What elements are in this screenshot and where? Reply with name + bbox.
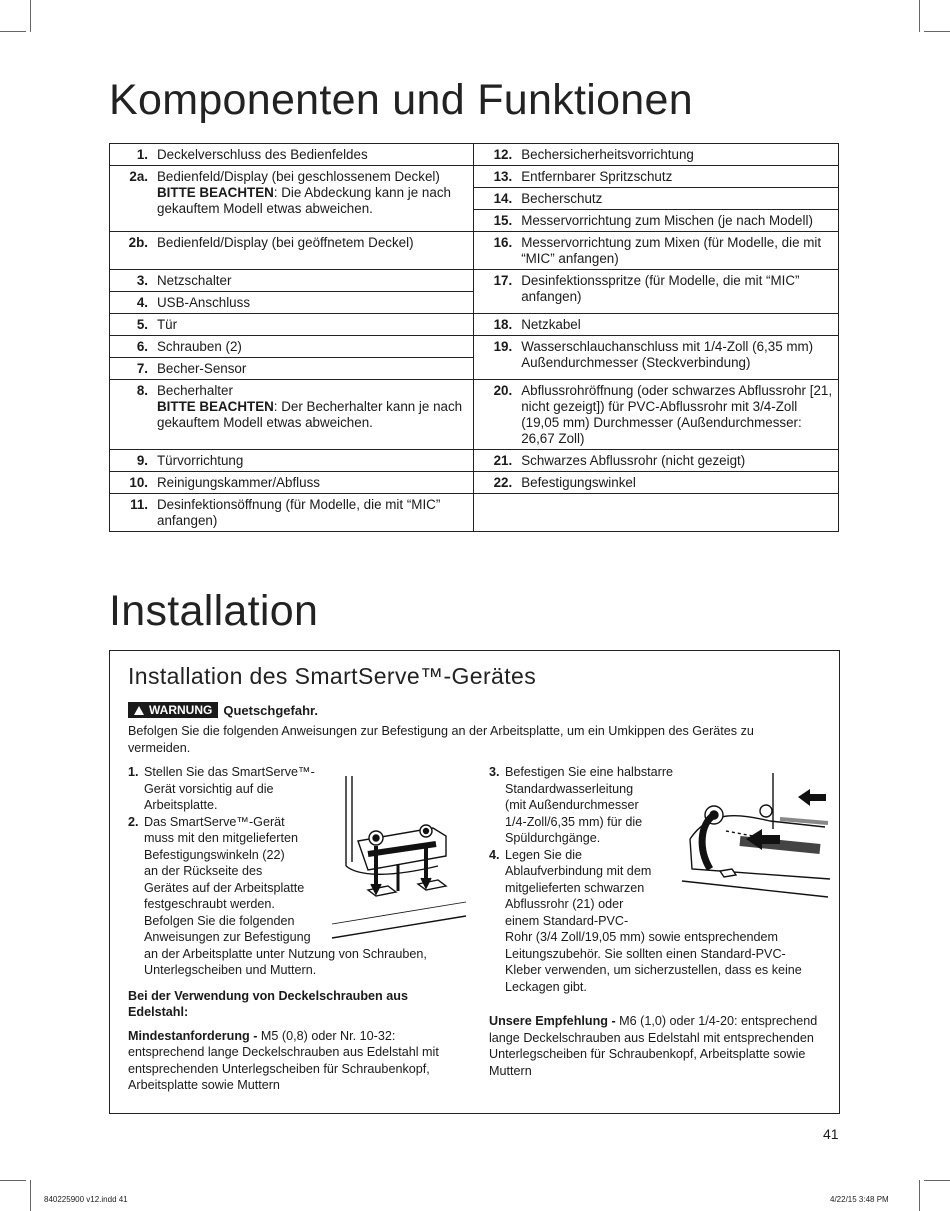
recommendation <box>489 1013 834 1079</box>
component-item <box>110 357 473 377</box>
component-item <box>478 383 834 447</box>
component-label: Deckelverschluss des Bedienfeldes <box>157 147 368 162</box>
component-item <box>114 383 469 431</box>
section-title: Installation <box>109 587 319 635</box>
step-line: 1/4-Zoll/6,35 mm) für die <box>505 814 643 829</box>
component-label: Messervorrichtung zum Mischen (je nach Modell) <box>521 213 813 228</box>
left-cell <box>110 144 474 166</box>
right-cell <box>474 450 839 472</box>
component-text <box>157 383 469 431</box>
step-line: mitgelieferten schwarzen <box>505 880 645 895</box>
component-item <box>114 169 469 217</box>
right-cell <box>474 380 839 450</box>
left-cell <box>110 336 474 380</box>
component-text <box>521 475 834 491</box>
component-item <box>114 147 469 163</box>
component-text <box>521 339 834 371</box>
table-row <box>110 270 839 314</box>
component-label: Tür <box>157 317 178 332</box>
step-line: (mit Außendurchmesser <box>505 798 639 812</box>
step-line: einem Standard-PVC- <box>505 913 629 928</box>
box-title: Installation des SmartServe™-Gerätes <box>128 663 537 689</box>
step-line: Gerätes auf der Arbeitsplatte <box>144 880 305 895</box>
component-label: Befestigungswinkel <box>521 475 636 490</box>
component-number: 1. <box>136 147 148 162</box>
step-line: Arbeitsplatte. <box>144 798 218 812</box>
component-label: Abflussrohröffnung (oder schwarzes Abflussrohr [21, nicht gezeigt]) für PVC-Abflussrohr mit 3/4-Zoll (19,05 mm) Durchmesser (Außendurchmesser: 26,67 Zoll) <box>521 383 833 446</box>
component-text <box>521 383 834 447</box>
step-number: 1. <box>128 765 139 779</box>
component-text <box>157 169 469 217</box>
component-text <box>157 497 469 529</box>
step-line: muss mit den mitgelieferten <box>144 831 298 845</box>
warning-row <box>128 702 318 718</box>
component-number: 10. <box>129 475 148 490</box>
component-number: 8. <box>136 383 148 398</box>
bracket-illustration <box>328 766 470 946</box>
warning-badge-label: WARNUNG <box>149 703 213 717</box>
note-text: : Der Becherhalter kann je nach gekauftem Modell etwas abweichen. <box>157 399 463 430</box>
step-line: an der Rückseite des <box>144 864 263 878</box>
component-text <box>157 317 469 333</box>
component-text <box>157 147 469 163</box>
component-item <box>478 273 834 305</box>
right-cell <box>474 472 839 494</box>
stainless-heading: Bei der Verwendung von Deckelschrauben aus Edelstahl: <box>128 988 408 1019</box>
table-row <box>110 144 839 166</box>
component-text <box>157 475 469 491</box>
step-line: Stellen Sie das SmartServe™- <box>144 765 315 779</box>
component-number: 3. <box>136 273 148 288</box>
component-label: Reinigungskammer/Abfluss <box>157 475 320 490</box>
component-label: USB-Anschluss <box>157 295 251 310</box>
component-number: 15. <box>493 213 513 228</box>
crop-mark <box>30 1180 31 1211</box>
right-cell <box>474 232 839 270</box>
note-label: BITTE BEACHTEN <box>157 399 274 414</box>
component-item <box>478 317 834 333</box>
table-row <box>110 336 839 380</box>
left-cell <box>110 166 474 232</box>
left-cell <box>110 314 474 336</box>
components-table <box>109 143 839 532</box>
component-label: Becherschutz <box>521 191 603 206</box>
rec-text: M6 (1,0) oder 1/4-20: entsprechend lange Deckelschrauben aus Edelstahl mit entsprechenden Unterlegscheiben für Schraubenkopf, Arbeitsplatte sowie Muttern <box>489 1014 818 1078</box>
table-row <box>110 450 839 472</box>
left-cell <box>110 380 474 450</box>
crop-mark <box>919 1180 920 1211</box>
component-label: Schrauben (2) <box>157 339 242 354</box>
step-line: Ablaufverbindung mit dem <box>505 864 652 878</box>
component-label: Bedienfeld/Display (bei geöffnetem Deckel) <box>157 235 414 250</box>
slug-left: 840225900 v12.indd 41 <box>44 1195 128 1204</box>
step-number: 4. <box>489 847 500 862</box>
component-item <box>478 235 834 267</box>
component-label: Wasserschlauchanschluss mit 1/4-Zoll (6,35 mm) Außendurchmesser (Steckverbindung) <box>521 339 814 370</box>
step-line: Leitungszubehör. Sie sollten einen Standard-PVC- <box>505 946 786 961</box>
component-text <box>521 273 834 305</box>
step-line: Kleber verwenden, um sicherzustellen, dass es keine <box>505 963 802 977</box>
component-item <box>478 453 834 469</box>
crop-mark <box>0 31 26 32</box>
step-line: Leckagen gibt. <box>505 979 587 994</box>
step-line: Gerät vorsichtig auf die <box>144 781 274 796</box>
min-label: Mindestanforderung - <box>128 1028 258 1043</box>
step-line: Befestigen Sie eine halbstarre <box>505 765 674 779</box>
hose-illustration <box>680 769 830 909</box>
step-line: Abflussrohr (21) oder <box>505 897 624 911</box>
step-line: Legen Sie die <box>505 847 583 862</box>
step-line: Befestigungswinkeln (22) <box>144 847 285 862</box>
min-requirement <box>128 1028 458 1094</box>
step-line: Spüldurchgänge. <box>505 831 601 845</box>
component-text <box>157 273 469 289</box>
component-text <box>521 191 834 207</box>
left-cell <box>110 270 474 314</box>
step-text <box>505 764 673 847</box>
right-cell <box>474 336 839 380</box>
component-number: 11. <box>130 497 148 512</box>
right-cell <box>474 144 839 166</box>
component-number: 13. <box>493 169 513 184</box>
table-row <box>110 232 839 270</box>
table-row <box>110 494 839 532</box>
left-cell <box>110 450 474 472</box>
warning-badge <box>128 702 218 718</box>
component-label: Netzkabel <box>521 317 581 332</box>
component-text <box>521 169 834 185</box>
component-label: Bechersicherheitsvorrichtung <box>521 147 694 162</box>
component-text <box>157 339 469 355</box>
component-label: Schwarzes Abflussrohr (nicht gezeigt) <box>521 453 746 468</box>
left-cell <box>110 472 474 494</box>
component-item <box>114 339 469 355</box>
component-label: Netzschalter <box>157 273 232 288</box>
component-item <box>478 475 834 491</box>
warning-triangle-icon <box>134 706 144 715</box>
component-number: 20. <box>493 383 513 398</box>
note-text: : Die Abdeckung kann je nach gekauftem Modell etwas abweichen. <box>157 185 451 216</box>
warning-text: Quetschgefahr. <box>223 702 318 718</box>
left-cell <box>110 494 474 532</box>
component-item <box>110 291 473 311</box>
component-label: Becherhalter <box>157 383 233 398</box>
component-item <box>478 339 834 371</box>
table-row <box>110 472 839 494</box>
component-number: 21. <box>493 453 513 468</box>
component-text <box>157 295 469 311</box>
component-label: Bedienfeld/Display (bei geschlossenem Deckel) <box>157 169 440 184</box>
component-item <box>474 187 838 207</box>
step-line: Anweisungen zur Befestigung <box>144 930 311 944</box>
component-text <box>521 453 834 469</box>
component-number: 7. <box>136 361 148 376</box>
slug-right: 4/22/15 3:48 PM <box>830 1195 889 1204</box>
component-number: 2a. <box>129 169 148 184</box>
step-line: an der Arbeitsplatte unter Nutzung von Schrauben, <box>144 946 427 961</box>
table-row <box>110 380 839 450</box>
component-item <box>474 209 838 229</box>
component-item <box>478 169 834 185</box>
component-number: 16. <box>493 235 513 250</box>
page-title: Komponenten und Funktionen <box>109 76 693 124</box>
crop-mark <box>924 31 950 32</box>
installation-box <box>109 650 840 1114</box>
component-label: Entfernbarer Spritzschutz <box>521 169 673 184</box>
step-number: 2. <box>128 814 139 829</box>
rec-label: Unsere Empfehlung - <box>489 1014 616 1028</box>
component-text <box>157 361 469 377</box>
component-number: 14. <box>493 191 513 206</box>
note-label: BITTE BEACHTEN <box>157 185 274 200</box>
component-text <box>157 235 469 251</box>
component-number: 9. <box>136 453 148 468</box>
component-item <box>478 147 834 163</box>
component-item <box>114 453 469 469</box>
step-line: Das SmartServe™-Gerät <box>144 814 285 829</box>
component-number: 6. <box>136 339 148 354</box>
table-row <box>110 314 839 336</box>
right-cell <box>474 494 839 532</box>
crop-mark <box>30 0 31 32</box>
component-label: Messervorrichtung zum Mixen (für Modelle, die mit “MIC” anfangen) <box>521 235 822 266</box>
component-item <box>114 235 469 251</box>
component-number: 12. <box>493 147 513 162</box>
page-number: 41 <box>823 1126 839 1142</box>
crop-mark <box>0 1180 26 1181</box>
step-line: festgeschraubt werden. <box>144 897 275 911</box>
component-text <box>521 317 834 333</box>
table-row <box>110 166 839 232</box>
component-text <box>521 213 834 229</box>
component-number: 18. <box>493 317 513 332</box>
left-cell <box>110 232 474 270</box>
crop-mark <box>924 1180 950 1181</box>
component-number: 17. <box>493 273 513 288</box>
component-item <box>114 497 469 529</box>
step-line: Standardwasserleitung <box>505 781 634 796</box>
component-label: Becher-Sensor <box>157 361 247 376</box>
component-number: 22. <box>493 475 513 490</box>
min-text: M5 (0,8) oder Nr. 10-32: entsprechend lange Deckelschrauben aus Edelstahl mit entsprechenden Unterlegscheiben für Schraubenkopf, Arbeitsplatte sowie Muttern <box>128 1028 439 1092</box>
component-number: 4. <box>136 295 148 310</box>
component-text <box>521 235 834 267</box>
step-text <box>144 764 315 814</box>
component-item <box>114 273 469 289</box>
component-text <box>157 453 469 469</box>
right-cell <box>474 314 839 336</box>
component-text <box>521 147 834 163</box>
crop-mark <box>919 0 920 32</box>
intro-text: Befolgen Sie die folgenden Anweisungen zur Befestigung an der Arbeitsplatte, um ein Umkippen des Gerätes zu vermeiden. <box>128 724 754 755</box>
component-number: 5. <box>136 317 148 332</box>
step-number: 3. <box>489 765 500 779</box>
step-line: Befolgen Sie die folgenden <box>144 913 295 928</box>
component-number: 19. <box>493 339 513 354</box>
component-item <box>114 475 469 491</box>
step-line: Unterlegscheiben und Muttern. <box>144 963 317 977</box>
component-number: 2b. <box>128 235 148 250</box>
right-cell <box>474 166 839 232</box>
right-cell <box>474 270 839 314</box>
component-label: Desinfektionsspritze (für Modelle, die mit “MIC” anfangen) <box>521 273 800 304</box>
component-item <box>114 317 469 333</box>
component-label: Türvorrichtung <box>157 453 244 468</box>
step-line: Rohr (3/4 Zoll/19,05 mm) sowie entsprechendem <box>505 930 778 944</box>
component-label: Desinfektionsöffnung (für Modelle, die mit “MIC” anfangen) <box>157 497 441 528</box>
